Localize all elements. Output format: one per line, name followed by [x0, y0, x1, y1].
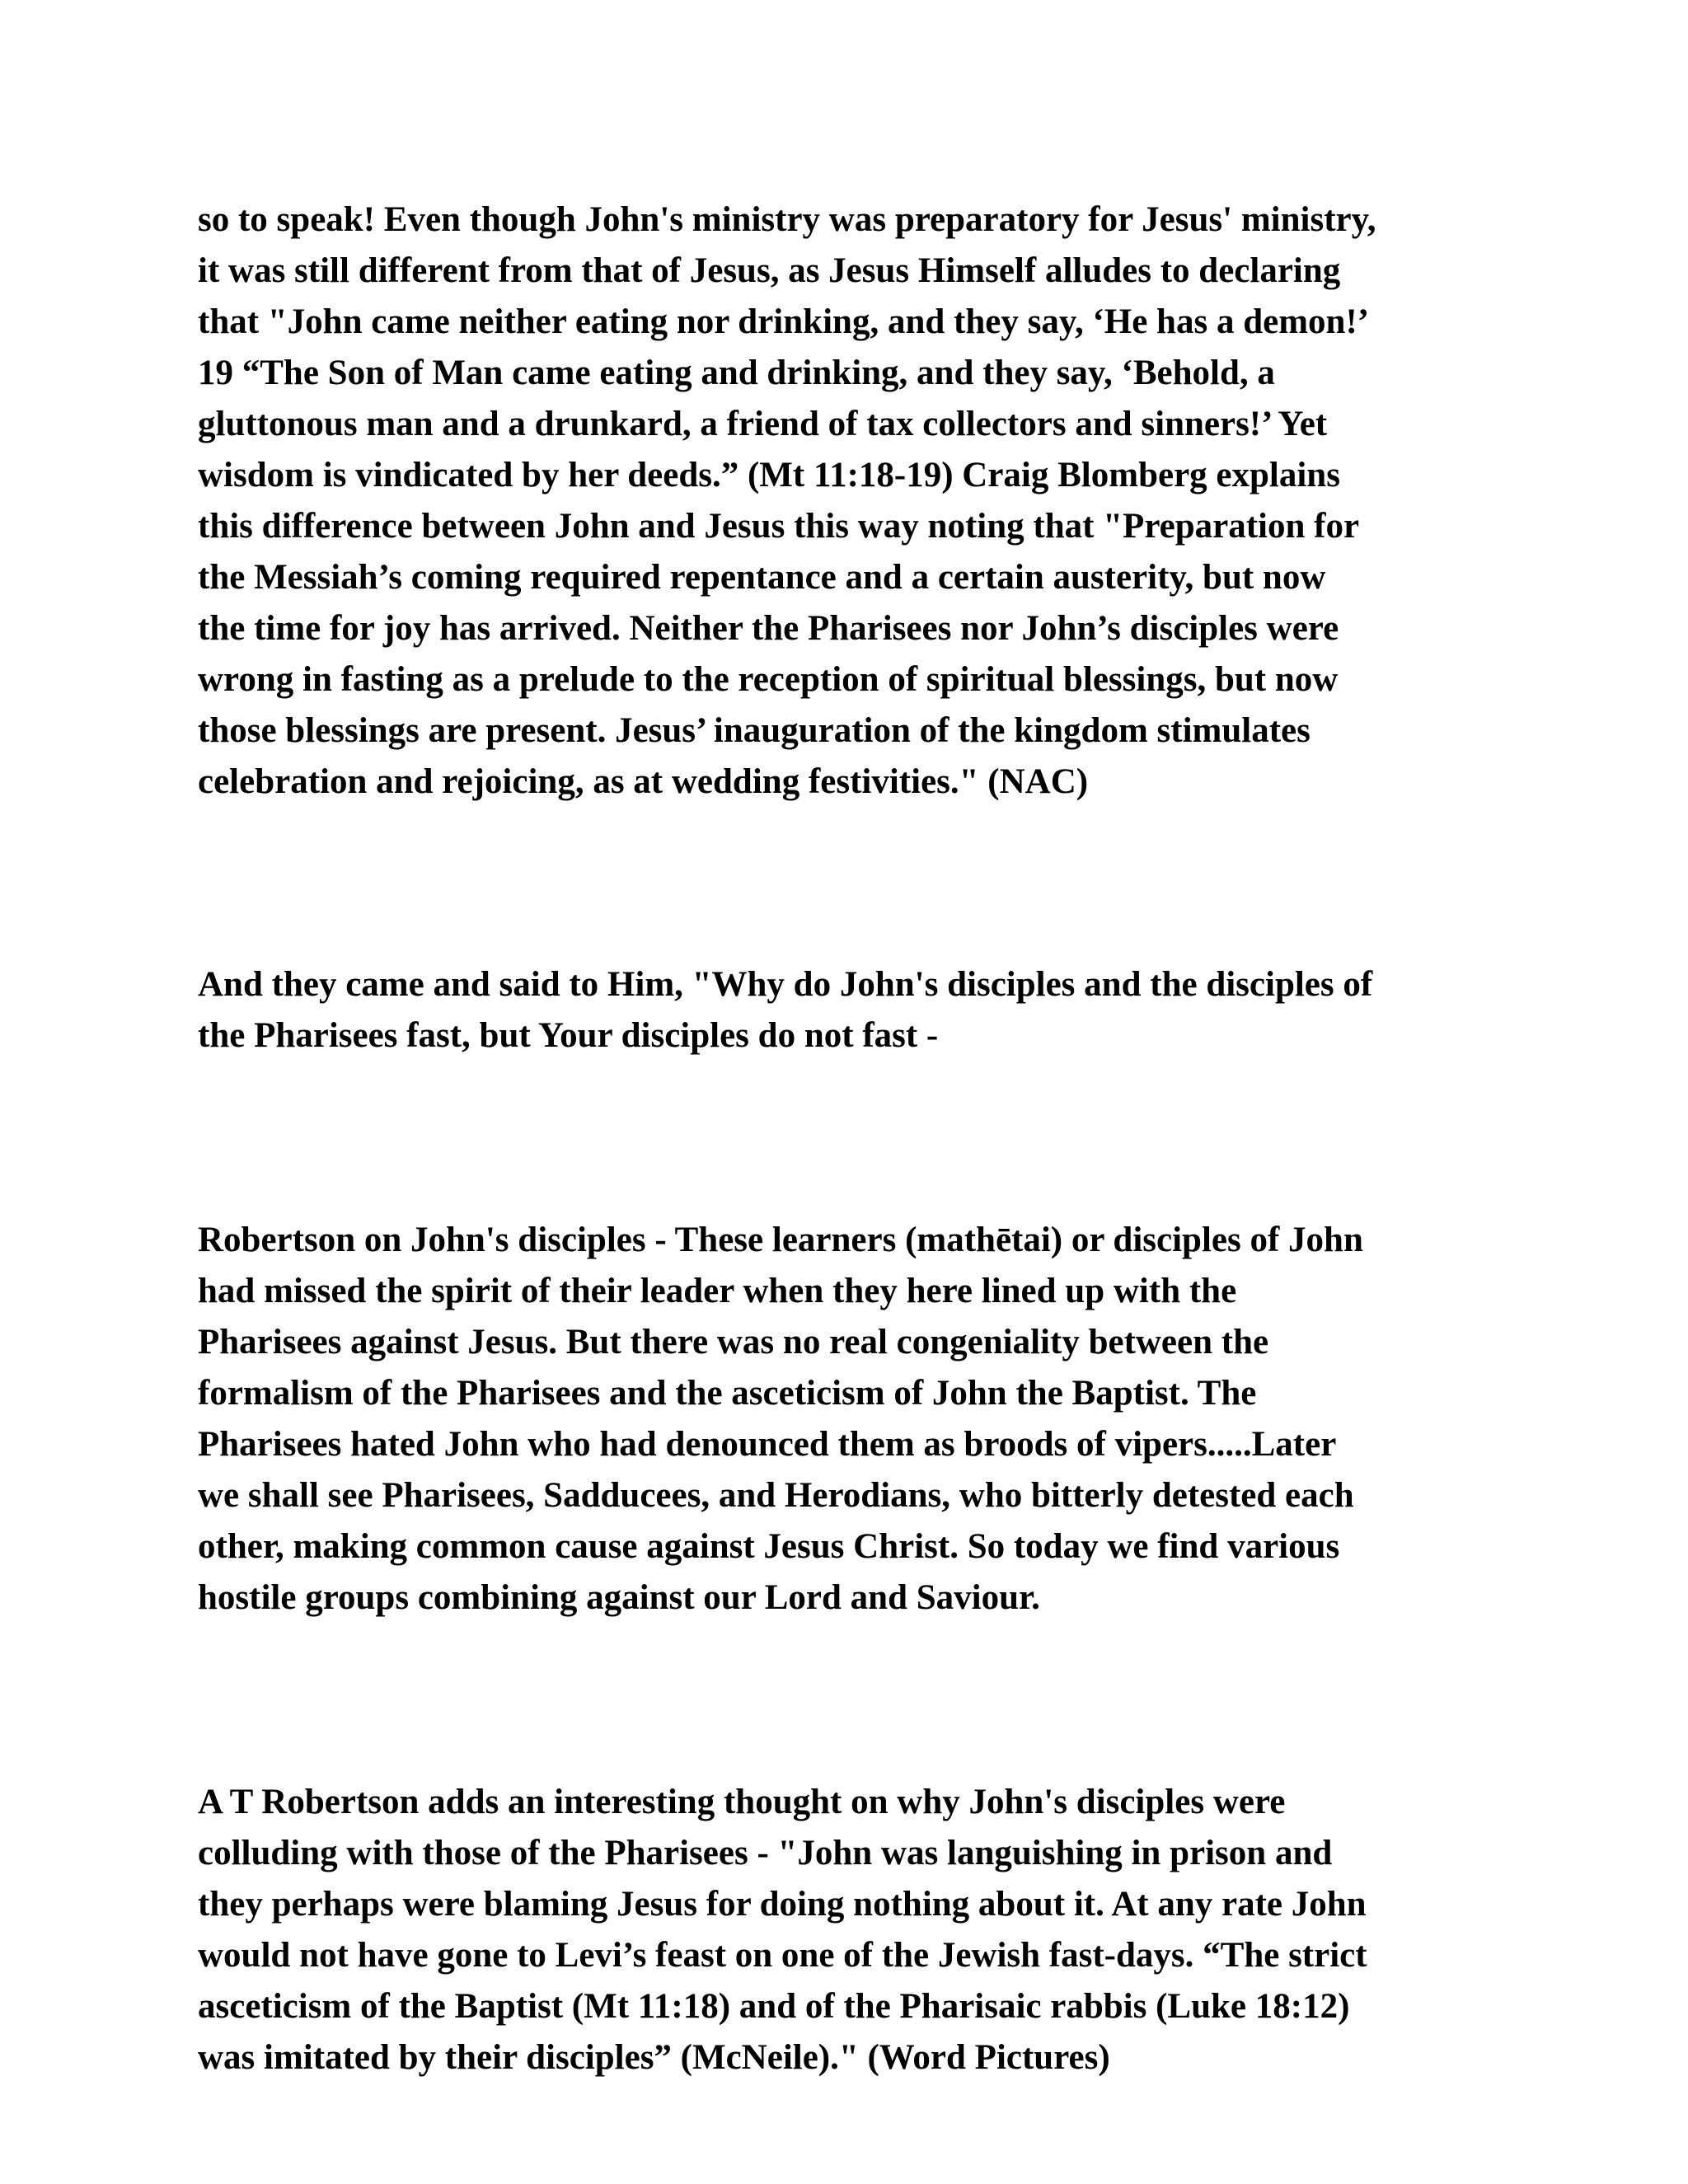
paragraph-spacer	[198, 808, 1500, 959]
text-line: so to speak! Even though John's ministry was preparatory for Jesus' ministry,	[198, 200, 1376, 239]
text-line: formalism of the Pharisees and the asceticism of John the Baptist. The	[198, 1374, 1257, 1413]
text-line: that "John came neither eating nor drinking, and they say, ‘He has a demon!’	[198, 302, 1370, 341]
text-line: it was still different from that of Jesus, as Jesus Himself alludes to declaring	[198, 251, 1341, 290]
paragraph-spacer	[198, 1624, 1500, 1777]
text-line: Pharisees against Jesus. But there was no real congeniality between the	[198, 1323, 1269, 1361]
paragraph-spacer	[198, 1062, 1500, 1215]
text-line: wrong in fasting as a prelude to the reception of spiritual blessings, but now	[198, 660, 1339, 699]
text-line: those blessings are present. Jesus’ inauguration of the kingdom stimulates	[198, 711, 1311, 750]
paragraph-1	[198, 194, 1500, 808]
text-line: we shall see Pharisees, Sadducees, and Herodians, who bitterly detested each	[198, 1476, 1354, 1515]
text-line: celebration and rejoicing, as at wedding festivities." (NAC)	[198, 762, 1089, 801]
document-body	[198, 194, 1500, 2083]
text-line: A T Robertson adds an interesting thought on why John's disciples were	[198, 1783, 1286, 1821]
text-line: gluttonous man and a drunkard, a friend of tax collectors and sinners!’ Yet	[198, 405, 1328, 443]
text-line: Pharisees hated John who had denounced them as broods of vipers.....Later	[198, 1425, 1337, 1464]
text-line: the time for joy has arrived. Neither the Pharisees nor John’s disciples were	[198, 609, 1339, 648]
text-line: had missed the spirit of their leader when they here lined up with the	[198, 1272, 1237, 1310]
text-line: wisdom is vindicated by her deeds.” (Mt 11:18-19) Craig Blomberg explains	[198, 456, 1340, 494]
text-line: And they came and said to Him, "Why do John's disciples and the disciples of	[198, 965, 1373, 1004]
text-line: Robertson on John's disciples - These learners (mathētai) or disciples of John	[198, 1221, 1363, 1259]
text-line: was imitated by their disciples” (McNeile)." (Word Pictures)	[198, 2038, 1110, 2077]
paragraph-4	[198, 1777, 1500, 2083]
text-line: would not have gone to Levi’s feast on one of the Jewish fast-days. “The strict	[198, 1936, 1367, 1975]
paragraph-2	[198, 959, 1500, 1062]
text-line: the Messiah’s coming required repentance and a certain austerity, but now	[198, 558, 1326, 597]
text-line: they perhaps were blaming Jesus for doing nothing about it. At any rate John	[198, 1885, 1367, 1924]
text-line: the Pharisees fast, but Your disciples do not fast -	[198, 1016, 939, 1055]
text-line: hostile groups combining against our Lord and Saviour.	[198, 1578, 1040, 1617]
text-line: this difference between John and Jesus this way noting that "Preparation for	[198, 507, 1360, 546]
text-line: 19 “The Son of Man came eating and drinking, and they say, ‘Behold, a	[198, 354, 1275, 392]
text-line: asceticism of the Baptist (Mt 11:18) and of the Pharisaic rabbis (Luke 18:12)	[198, 1987, 1350, 2026]
text-line: colluding with those of the Pharisees - "John was languishing in prison and	[198, 1834, 1333, 1872]
text-line: other, making common cause against Jesus Christ. So today we find various	[198, 1527, 1340, 1566]
paragraph-3	[198, 1215, 1500, 1624]
